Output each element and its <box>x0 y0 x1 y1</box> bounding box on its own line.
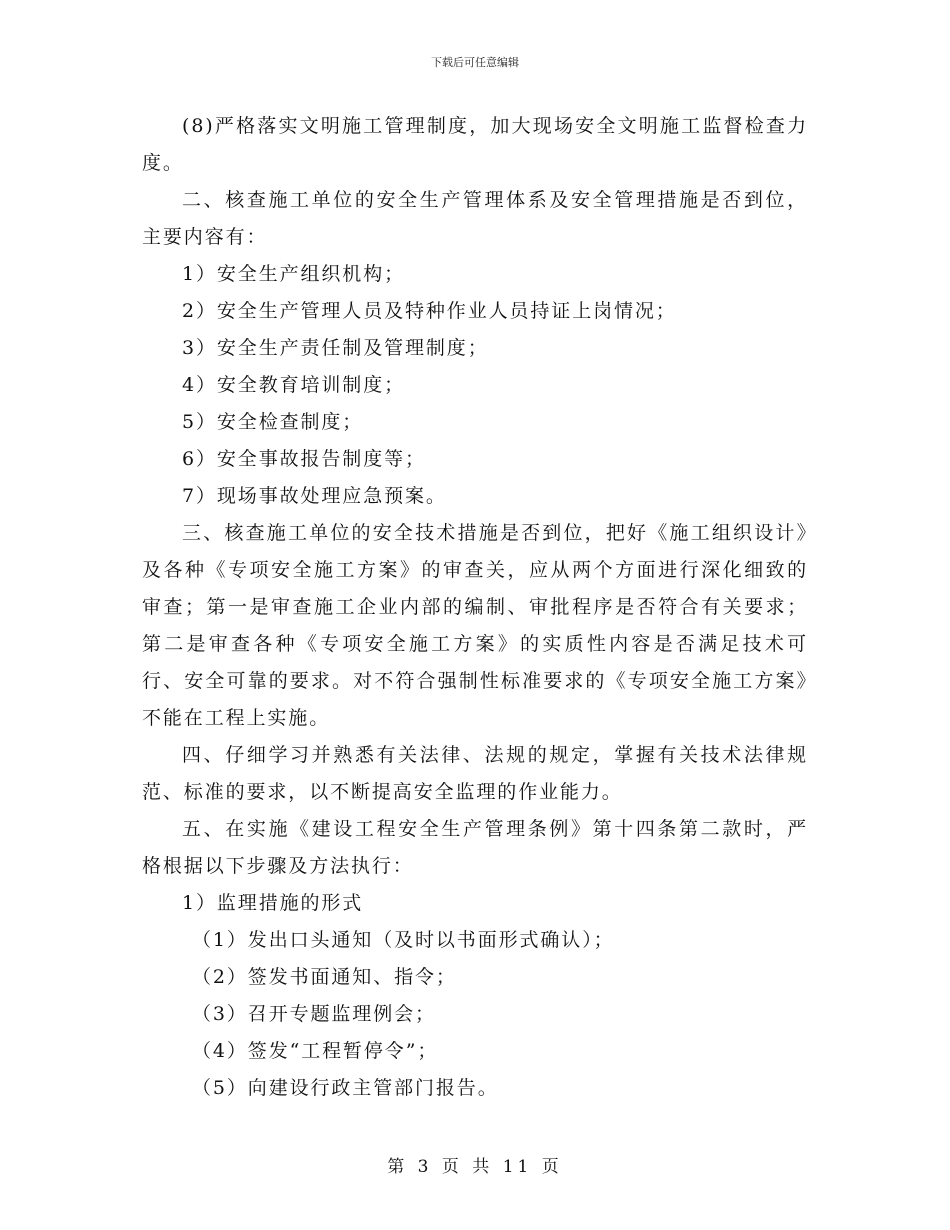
paragraph: 二、核查施工单位的安全生产管理体系及安全管理措施是否到位，主要内容有： <box>142 189 808 248</box>
list-item: 7）现场事故处理应急预案。 <box>182 485 447 507</box>
list-item: 4）安全教育培训制度； <box>182 374 405 396</box>
page-header: 下载后可任意编辑 <box>431 56 519 69</box>
list-item: 5）安全检查制度； <box>182 411 364 433</box>
sub-list-item: （2）签发书面通知、指令； <box>192 966 457 988</box>
list-item: 2）安全生产管理人员及特种作业人员持证上岗情况； <box>182 300 677 322</box>
paragraph: 五、在实施《建设工程安全生产管理条例》第十四条第二款时，严格根据以下步骤及方法执行： <box>142 818 808 877</box>
list-item: 3）安全生产责任制及管理制度； <box>182 337 489 359</box>
page-footer: 第 3 页 共 11 页 <box>387 1157 563 1177</box>
list-item: 1）监理措施的形式 <box>182 892 364 914</box>
sub-list-item: （4）签发“工程暂停令”； <box>192 1040 439 1062</box>
paragraph: 三、核查施工单位的安全技术措施是否到位，把好《施工组织设计》及各种《专项安全施工方案》的审查关，应从两个方面进行深化细致的审查；第一是审查施工企业内部的编制、审批程序是否符合有关要求；第二是审查各种《专项安全施工方案》的实质性内容是否满足技术可行、安全可靠的要求。对不符合强制性标准要求的《专项安全施工方案》不能在工程上实施。 <box>142 522 808 729</box>
document-body <box>142 108 808 1107</box>
list-item: 1）安全生产组织机构； <box>182 263 405 285</box>
paragraph: (8)严格落实文明施工管理制度，加大现场安全文明施工监督检查力度。 <box>142 115 808 174</box>
sub-list-item: （5）向建设行政主管部门报告。 <box>192 1077 499 1099</box>
sub-list-item: （1）发出口头通知（及时以书面形式确认）； <box>192 929 615 951</box>
paragraph: 四、仔细学习并熟悉有关法律、法规的规定，掌握有关技术法律规范、标准的要求，以不断提高安全监理的作业能力。 <box>142 744 808 803</box>
sub-list-item: （3）召开专题监理例会； <box>192 1003 436 1025</box>
list-item: 6）安全事故报告制度等； <box>182 448 426 470</box>
